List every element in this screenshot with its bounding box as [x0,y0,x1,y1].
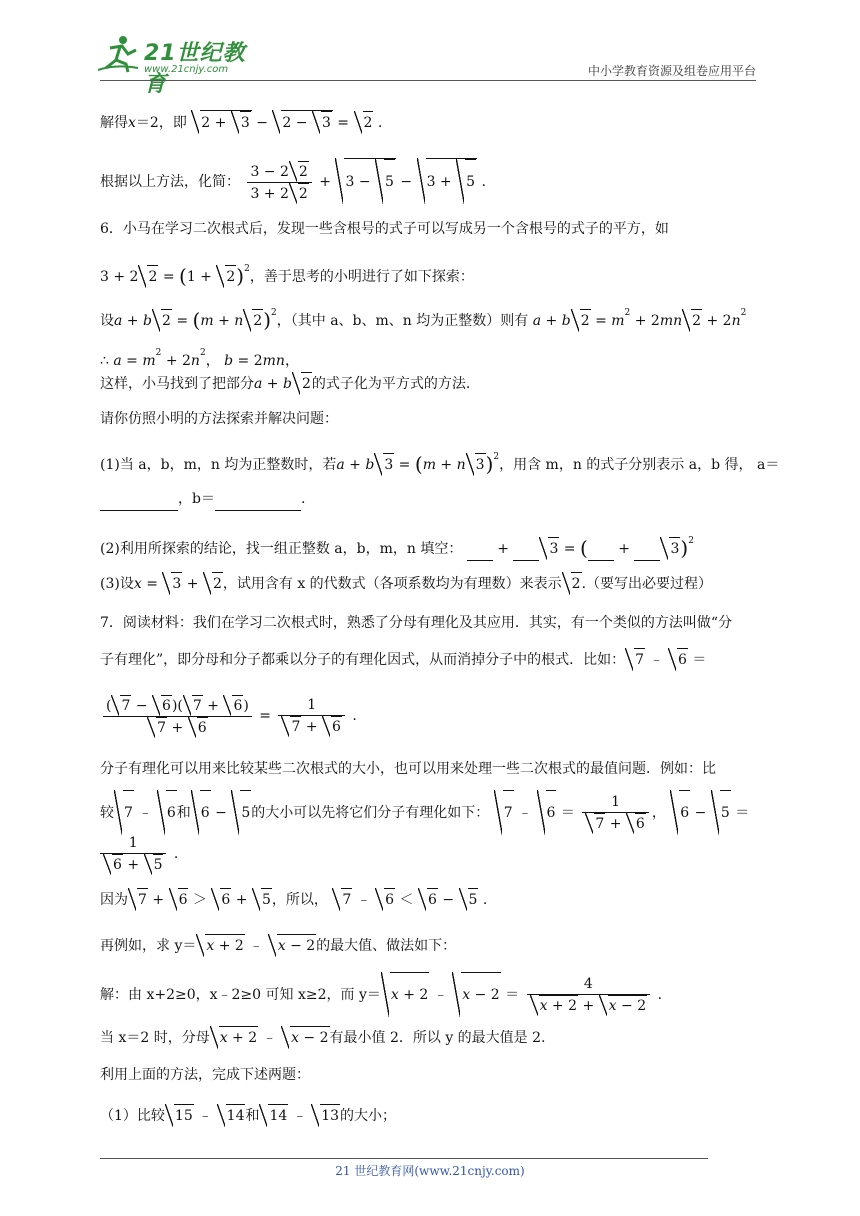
math-fraction: $\frac{3 - 2 2}{3 + 2 2}$ [247,161,311,204]
text-line: 根据以上方法，化简： $\frac{3 - 2 2}{3 + 2 2}$ + 3 − 5 − 3 + 5 . [100,158,756,204]
header-divider [100,80,756,81]
header-platform-text: 中小学教育资源及组卷应用平台 [587,64,756,78]
question-6-intro: 6．小马在学习二次根式后，发现一些含根号的式子可以写成另一个含根号的式子的平方，如 [100,221,669,237]
footer-text: 21 世纪教育网(www.21cnjy.com) [335,1164,525,1178]
text-line: 解得x＝2，即 2 + 3 − 2 − 3 = 2 . [100,110,756,134]
question-6-part-3: (3)设x = 3 + 2，试用含有 x 的代数式（各项系数均为有理数）来表示 2.（要写出必要过程） [100,572,756,595]
question-7-line: 解：由 x+2≥0，x﹣2≥0 可知 x≥2，而 y＝ x + 2 ﹣ x − 2 ＝ $\frac{4}{x + 2 + x - 2}$ . [100,972,756,1017]
logo [96,34,266,97]
question-7-line: 分子有理化可以用来比较某些二次根式的大小，也可以用来处理一些二次根式的最值问题．例如：比 [100,761,716,777]
question-7-line: 再例如，求 y＝ x + 2 ﹣ x − 2的最大值、做法如下： [100,934,756,957]
math-fraction-line: $\frac{1}{6 + 5}$ . [100,832,756,876]
answer-blank[interactable] [634,538,660,561]
question-7-line: 利用上面的方法，完成下述两题： [100,1067,310,1083]
question-6-part-1: (1)当 a，b，m，n 均为正整数时，若a + b 3 = (m + n 3)$^2$，用含 m，n 的式子分别表示 a，b 得， a＝ [100,452,780,476]
text-line: 3 + 2 $2 = (1 + 2)^2$，善于思考的小明进行了如下探索： [100,264,474,288]
question-7-line: 因为 7 + 6 ＞ 6 + 5，所以， 7 ﹣ 6 ＜ 6 − 5 . [100,888,756,911]
answer-blank[interactable] [215,488,301,511]
runner-logo-icon [96,34,140,74]
question-7-line: 7．阅读材料：我们在学习二次根式时，熟悉了分母有理化及其应用．其实，有一个类似的方法叫做“分 [100,615,733,631]
answer-blank[interactable] [467,538,493,561]
math-sqrt: 2 + 3 [191,110,251,134]
page-header [0,0,860,97]
answer-blank[interactable] [513,538,539,561]
question-6-part-1-blanks: ，b＝ . [100,488,756,511]
logo-text: 21世纪教育 [144,41,246,97]
question-6-part-2: (2)利用所探索的结论，找一组正整数 a，b，m，n 填空： + 3 = ( + 3)$^2$ [100,536,694,560]
question-7-line: 子有理化”，即分母和分子都乘以分子的有理化因式，从而消掉分子中的根式．比如： 7 ﹣ 6 ＝ [100,648,756,671]
math-sqrt: 2 − 3 [272,110,332,134]
question-7-line: 较 7 ﹣ 6和 6 − 5的大小可以先将它们分子有理化如下： 7 ﹣ 6 ＝ $\frac{1}{7 + 6}$ ， 6 − 5 ＝ [100,790,756,835]
answer-blank[interactable] [588,538,614,561]
text-line: 这样，小马找到了把部分a + b 2的式子化为平方式的方法. [100,372,756,395]
logo-url: www.21cnjy.com [144,64,229,75]
math-fraction-line: $\frac{( 7 - 6)( 7 + 6)}{7 + 6}$ = $\frac{1}{7 + 6}$ . [100,694,756,738]
text-line: 请你仿照小明的方法探索并解决问题： [100,411,338,427]
text-line: ∴ $a = m^2 + 2n^2$， b = 2mn， [100,348,299,369]
text-line: 设a + b 2 = (m + n 2)$^2$，（其中 a、b、m、n 均为正整数）则有 a + b $2 = m^2 + 2mn$ $2 + 2n^2$ [100,308,747,332]
question-7-line: 当 x＝2 时，分母 x + 2 ﹣ x − 2有最小值 2．所以 y 的最大值是 2. [100,1026,756,1049]
question-7-line: （1）比较 15 ﹣ 14和 14 ﹣ 13的大小； [100,1104,756,1127]
footer-divider [100,1158,708,1159]
answer-blank[interactable] [100,488,178,511]
